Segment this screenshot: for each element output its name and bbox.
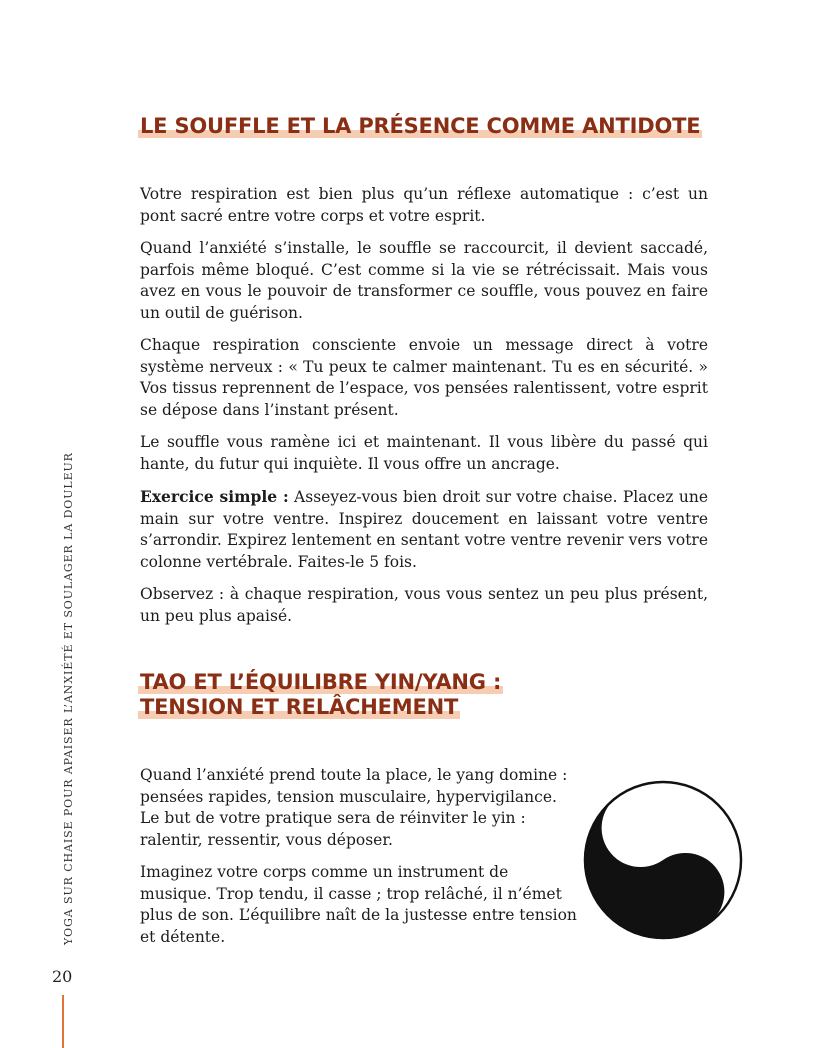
exercise-label: Exercice simple :: [140, 487, 289, 506]
yin-yang-icon: [583, 780, 743, 940]
running-head: YOGA SUR CHAISE POUR APAISER L’ANXIÉTÉ ET SOULAGER LA DOULEUR: [62, 452, 75, 945]
paragraph: Chaque respiration consciente envoie un message direct à votre système nerveux : « Tu peux te calmer maintenant. Tu es en sécurité. » Vos tissus reprennent de l’espace, vos pensées ralentissent, votre esprit se dépose dans l’instant présent.: [140, 336, 708, 419]
paragraph: Quand l’anxiété s’installe, le souffle se raccourcit, il devient saccadé, parfois même bloqué. C’est comme si la vie se rétrécissait. Mais vous avez en vous le pouvoir de transformer ce souffle, vous pouvez en faire un outil de guérison.: [140, 239, 708, 322]
section-title-line-1: TAO ET L’ÉQUILIBRE YIN/YANG :: [140, 670, 502, 694]
section-title-souffle: LE SOUFFLE ET LA PRÉSENCE COMME ANTIDOTE: [140, 114, 701, 138]
paragraph: Quand l’anxiété prend toute la place, le yang domine : pensées rapides, tension musculaire, hypervigilance. Le but de votre pratique sera de réinviter le yin : ralentir, ressentir, vous déposer.: [140, 766, 568, 849]
paragraph: Votre respiration est bien plus qu’un réflexe automatique : c’est un pont sacré entre votre corps et votre esprit.: [140, 185, 708, 225]
page-number: 20: [52, 967, 73, 986]
paragraph: Imaginez votre corps comme un instrument de musique. Trop tendu, il casse ; trop relâché, il n’émet plus de son. L’équilibre naît de la justesse entre tension et détente.: [140, 863, 577, 946]
exercise-paragraph: [140, 486, 708, 573]
section-title-tao: [140, 670, 501, 720]
page-rule: [62, 995, 64, 1048]
paragraph: Observez : à chaque respiration, vous vous sentez un peu plus présent, un peu plus apaisé.: [140, 585, 708, 625]
section-title-line-2: TENSION ET RELÂCHEMENT: [140, 695, 459, 719]
section-body-souffle: [140, 184, 708, 638]
exercise-text: Asseyez-vous bien droit sur votre chaise. Placez une main sur votre ventre. Inspirez doucement en laissant votre ventre s’arrondir. Expirez lentement en sentant votre ventre revenir vers votre colonne vertébrale. Faites-le 5 fois.: [140, 488, 708, 571]
section-body-tao: [140, 765, 580, 959]
paragraph: Le souffle vous ramène ici et maintenant. Il vous libère du passé qui hante, du futur qui inquiète. Il vous offre un ancrage.: [140, 433, 708, 473]
